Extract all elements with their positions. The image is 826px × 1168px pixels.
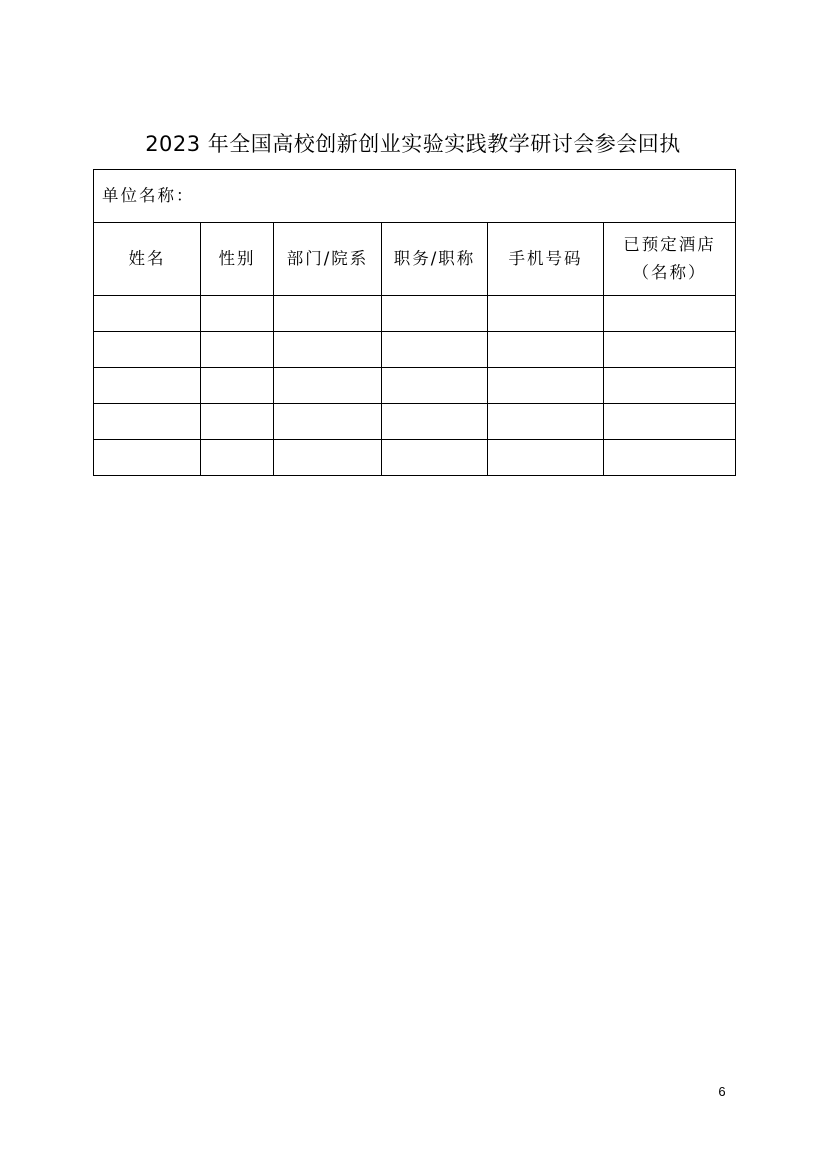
table-row (94, 440, 736, 476)
header-hotel-line2: （名称） (632, 263, 707, 282)
page-number: 6 (718, 1084, 726, 1099)
table-cell[interactable] (274, 332, 382, 368)
header-department: 部门/院系 (274, 223, 382, 296)
table-cell[interactable] (201, 296, 274, 332)
table-row (94, 368, 736, 404)
document-title: 2023 年全国高校创新创业实验实践教学研讨会参会回执 (145, 132, 681, 156)
table-cell[interactable] (94, 440, 201, 476)
table-cell[interactable] (488, 440, 604, 476)
table-row (94, 332, 736, 368)
table-cell[interactable] (201, 368, 274, 404)
table-cell[interactable] (274, 404, 382, 440)
table-cell[interactable] (382, 332, 488, 368)
table-cell[interactable] (488, 296, 604, 332)
table-header-row (94, 223, 736, 296)
table-cell[interactable] (382, 368, 488, 404)
table-cell[interactable] (604, 368, 736, 404)
unit-name-field[interactable] (94, 170, 736, 223)
table-cell[interactable] (274, 296, 382, 332)
table-cell[interactable] (94, 404, 201, 440)
header-phone: 手机号码 (488, 223, 604, 296)
table-cell[interactable] (488, 404, 604, 440)
unit-name-label: 单位名称： (102, 186, 195, 205)
header-hotel (604, 223, 736, 296)
table-cell[interactable] (604, 440, 736, 476)
header-gender: 性别 (201, 223, 274, 296)
table-cell[interactable] (201, 404, 274, 440)
header-hotel-line1: 已预定酒店 (623, 235, 716, 254)
table-cell[interactable] (382, 404, 488, 440)
table-cell[interactable] (382, 296, 488, 332)
table-cell[interactable] (488, 332, 604, 368)
table-row (94, 296, 736, 332)
table-cell[interactable] (604, 296, 736, 332)
table-row (94, 404, 736, 440)
table-cell[interactable] (94, 332, 201, 368)
table-cell[interactable] (201, 332, 274, 368)
table-cell[interactable] (94, 296, 201, 332)
table-cell[interactable] (201, 440, 274, 476)
table-cell[interactable] (94, 368, 201, 404)
table-cell[interactable] (274, 440, 382, 476)
header-name: 姓名 (94, 223, 201, 296)
table-cell[interactable] (604, 332, 736, 368)
table-cell[interactable] (382, 440, 488, 476)
header-position: 职务/职称 (382, 223, 488, 296)
table-cell[interactable] (604, 404, 736, 440)
unit-name-row (94, 170, 736, 223)
registration-form-table (93, 169, 736, 476)
table-cell[interactable] (274, 368, 382, 404)
table-cell[interactable] (488, 368, 604, 404)
